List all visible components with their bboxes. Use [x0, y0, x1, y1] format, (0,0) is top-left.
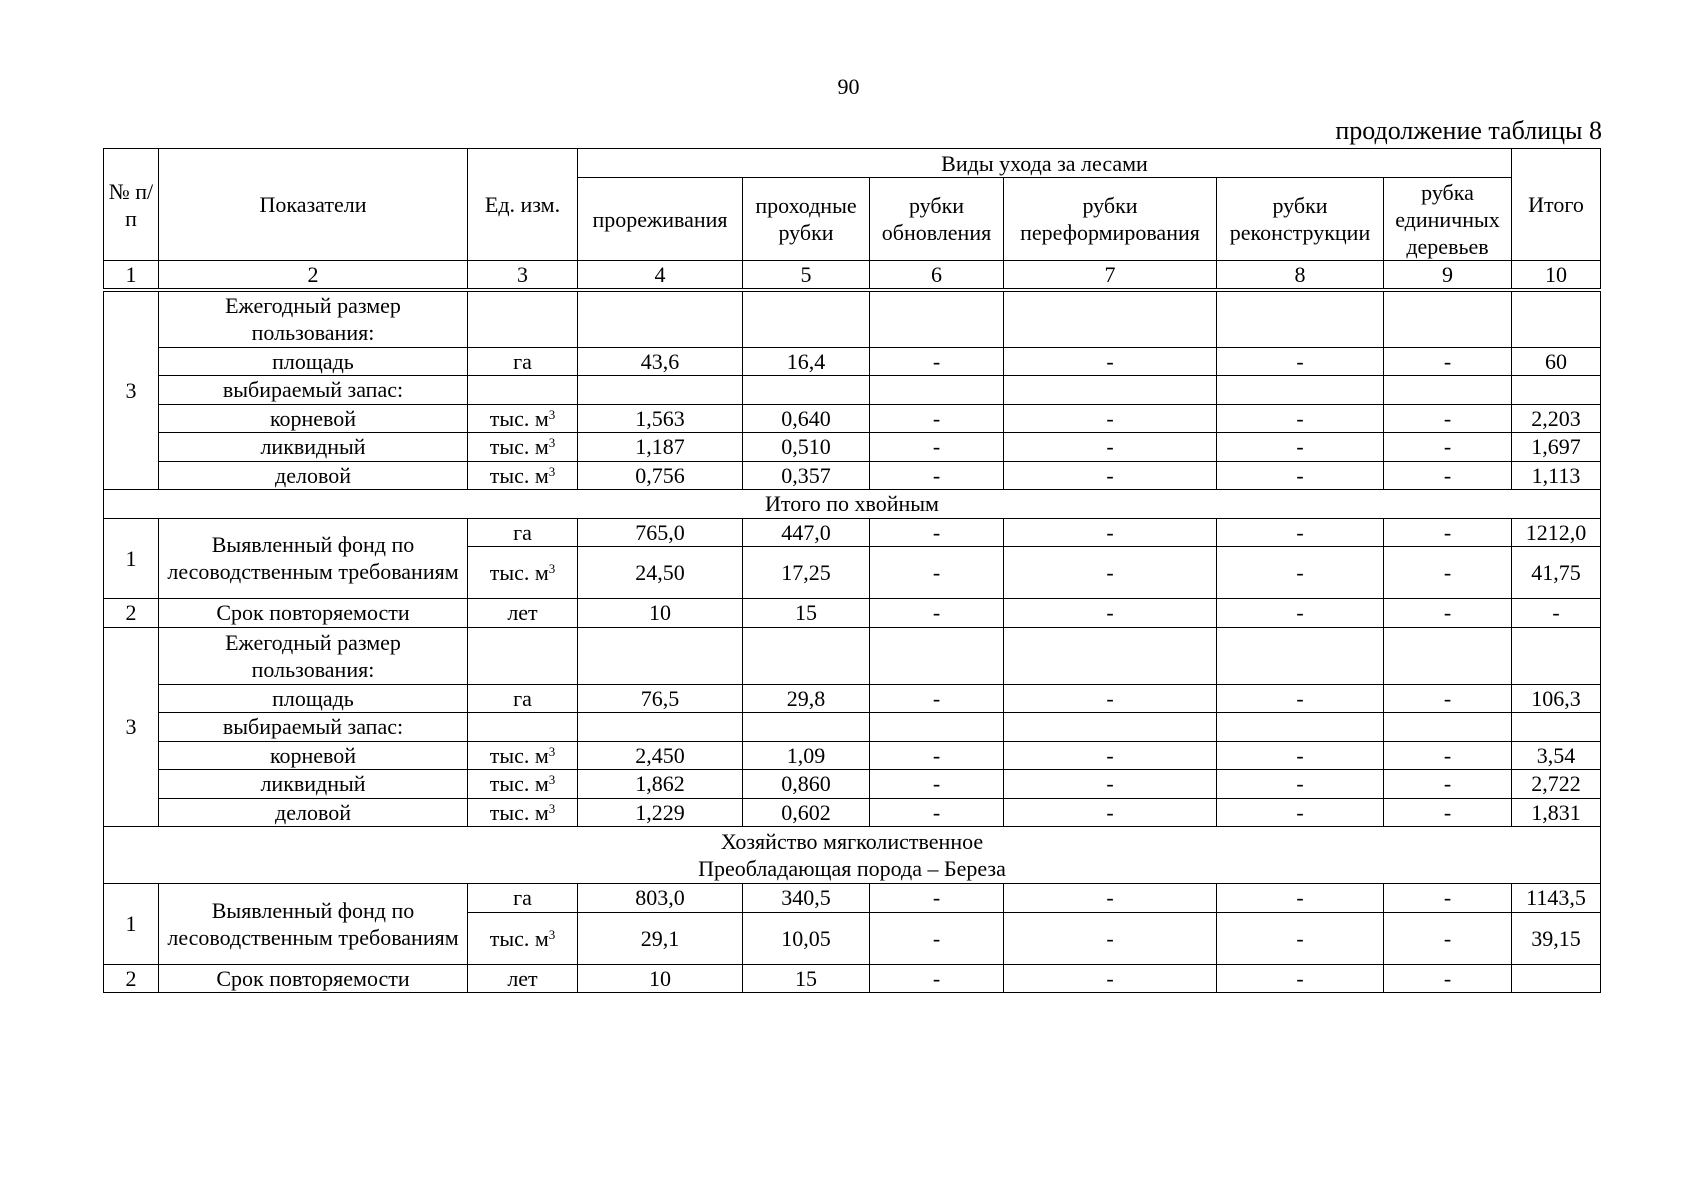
- colnum: 9: [1384, 261, 1512, 291]
- header-type-renewal: рубки обновления: [870, 178, 1004, 261]
- value-cell: -: [1004, 347, 1217, 376]
- value-cell: -: [1384, 547, 1512, 599]
- value-cell: 15: [743, 599, 870, 628]
- row-number: 1: [104, 518, 159, 599]
- indicator-label: Ежегодный размер пользования:: [159, 290, 468, 347]
- value-cell: -: [1384, 461, 1512, 490]
- value-cell: -: [1384, 798, 1512, 827]
- value-cell: -: [1004, 798, 1217, 827]
- indicator-label: Выявленный фонд по лесоводственным требованиям: [159, 884, 468, 965]
- total-cell: 39,15: [1512, 912, 1601, 964]
- column-numbers-row: [104, 261, 1601, 291]
- unit-cell: тыс. $м^3$: [468, 404, 578, 433]
- value-cell: 29,1: [578, 912, 743, 964]
- value-cell: -: [1217, 798, 1384, 827]
- unit-cell: тыс. $м^3$: [468, 741, 578, 770]
- value-cell: -: [870, 684, 1004, 713]
- indicator-label: Срок повторяемости: [159, 964, 468, 993]
- unit-cell: га: [468, 518, 578, 547]
- header-unit: Ед. изм.: [468, 149, 578, 261]
- colnum: 2: [159, 261, 468, 291]
- unit-cell: га: [468, 347, 578, 376]
- value-cell: -: [870, 404, 1004, 433]
- value-cell: -: [1004, 912, 1217, 964]
- table-row: [104, 518, 1601, 547]
- value-cell: -: [1004, 684, 1217, 713]
- value-cell: -: [870, 433, 1004, 462]
- value-cell: -: [1217, 964, 1384, 993]
- total-cell: 1,697: [1512, 433, 1601, 462]
- value-cell: -: [1004, 884, 1217, 913]
- value-cell: 0,756: [578, 461, 743, 490]
- indicator-label: деловой: [159, 461, 468, 490]
- total-cell: 2,203: [1512, 404, 1601, 433]
- value-cell: 1,187: [578, 433, 743, 462]
- colnum: 6: [870, 261, 1004, 291]
- unit-cell: тыс. $м^3$: [468, 798, 578, 827]
- total-cell: [1512, 964, 1601, 993]
- indicator-label: корневой: [159, 404, 468, 433]
- value-cell: -: [1384, 433, 1512, 462]
- table-row: [104, 347, 1601, 376]
- value-cell: -: [1004, 433, 1217, 462]
- value-cell: 16,4: [743, 347, 870, 376]
- value-cell: -: [870, 912, 1004, 964]
- value-cell: 803,0: [578, 884, 743, 913]
- value-cell: -: [870, 518, 1004, 547]
- value-cell: 10: [578, 964, 743, 993]
- table-row: [104, 741, 1601, 770]
- value-cell: -: [1217, 433, 1384, 462]
- colnum: 7: [1004, 261, 1217, 291]
- value-cell: -: [1384, 347, 1512, 376]
- header-indicator: Показатели: [159, 149, 468, 261]
- indicator-label: площадь: [159, 347, 468, 376]
- table-row: [104, 376, 1601, 405]
- unit-cell: тыс. $м^3$: [468, 770, 578, 799]
- header-type-thinning: прореживания: [578, 178, 743, 261]
- total-cell: 2,722: [1512, 770, 1601, 799]
- row-number: 3: [104, 627, 159, 827]
- page-number: 90: [837, 74, 860, 99]
- value-cell: 0,510: [743, 433, 870, 462]
- unit-cell: тыс. $м^3$: [468, 912, 578, 964]
- indicator-label: Выявленный фонд по лесоводственным требованиям: [159, 518, 468, 599]
- header-type-reconstruction: рубки реконструкции: [1217, 178, 1384, 261]
- value-cell: 43,6: [578, 347, 743, 376]
- value-cell: -: [1384, 964, 1512, 993]
- value-cell: -: [1384, 884, 1512, 913]
- value-cell: -: [1004, 964, 1217, 993]
- table-row: [104, 599, 1601, 628]
- header-total: Итого: [1512, 149, 1601, 261]
- header-type-passage: проходные рубки: [743, 178, 870, 261]
- value-cell: -: [870, 964, 1004, 993]
- value-cell: 0,860: [743, 770, 870, 799]
- value-cell: 76,5: [578, 684, 743, 713]
- value-cell: -: [870, 599, 1004, 628]
- value-cell: -: [1384, 770, 1512, 799]
- row-number: 3: [104, 290, 159, 490]
- value-cell: -: [1217, 741, 1384, 770]
- value-cell: -: [1217, 770, 1384, 799]
- unit-cell: тыс. $м^3$: [468, 547, 578, 599]
- unit-cell: тыс. $м^3$: [468, 433, 578, 462]
- value-cell: -: [870, 741, 1004, 770]
- table-row: [104, 461, 1601, 490]
- value-cell: 765,0: [578, 518, 743, 547]
- value-cell: -: [1217, 547, 1384, 599]
- section-row: [104, 827, 1601, 884]
- unit-cell: га: [468, 884, 578, 913]
- section-row: [104, 490, 1601, 519]
- value-cell: -: [1217, 884, 1384, 913]
- value-cell: -: [1217, 347, 1384, 376]
- indicator-label: ликвидный: [159, 770, 468, 799]
- table-row: [104, 770, 1601, 799]
- value-cell: -: [870, 547, 1004, 599]
- row-number: 2: [104, 964, 159, 993]
- total-cell: 1,831: [1512, 798, 1601, 827]
- value-cell: -: [870, 461, 1004, 490]
- value-cell: 24,50: [578, 547, 743, 599]
- table-row: [104, 964, 1601, 993]
- table-row: [104, 798, 1601, 827]
- colnum: 8: [1217, 261, 1384, 291]
- value-cell: 10,05: [743, 912, 870, 964]
- value-cell: 1,09: [743, 741, 870, 770]
- value-cell: 1,563: [578, 404, 743, 433]
- value-cell: -: [1217, 599, 1384, 628]
- table-row: [104, 684, 1601, 713]
- value-cell: 10: [578, 599, 743, 628]
- indicator-label: Срок повторяемости: [159, 599, 468, 628]
- total-cell: 41,75: [1512, 547, 1601, 599]
- header-type-reformation: рубки переформирования: [1004, 178, 1217, 261]
- value-cell: -: [1004, 599, 1217, 628]
- value-cell: 2,450: [578, 741, 743, 770]
- value-cell: -: [870, 770, 1004, 799]
- colnum: 3: [468, 261, 578, 291]
- header-type-single-trees: рубка единичных деревьев: [1384, 178, 1512, 261]
- indicator-label: корневой: [159, 741, 468, 770]
- section-title: Итого по хвойным: [104, 490, 1601, 519]
- value-cell: -: [1004, 404, 1217, 433]
- value-cell: -: [1004, 547, 1217, 599]
- value-cell: -: [870, 798, 1004, 827]
- value-cell: -: [1384, 599, 1512, 628]
- table-row: [104, 884, 1601, 913]
- indicator-label: Ежегодный размер пользования:: [159, 627, 468, 684]
- total-cell: 1212,0: [1512, 518, 1601, 547]
- unit-cell: лет: [468, 964, 578, 993]
- indicator-label: выбираемый запас:: [159, 713, 468, 742]
- value-cell: -: [1384, 912, 1512, 964]
- value-cell: 15: [743, 964, 870, 993]
- header-care-types-group: Виды ухода за лесами: [578, 149, 1512, 178]
- value-cell: -: [1384, 518, 1512, 547]
- value-cell: 0,357: [743, 461, 870, 490]
- value-cell: 1,862: [578, 770, 743, 799]
- value-cell: 1,229: [578, 798, 743, 827]
- colnum: 4: [578, 261, 743, 291]
- table-row: [104, 433, 1601, 462]
- value-cell: 0,602: [743, 798, 870, 827]
- unit-cell: тыс. $м^3$: [468, 461, 578, 490]
- value-cell: 29,8: [743, 684, 870, 713]
- value-cell: -: [870, 347, 1004, 376]
- value-cell: 340,5: [743, 884, 870, 913]
- value-cell: -: [1384, 684, 1512, 713]
- colnum: 1: [104, 261, 159, 291]
- value-cell: -: [1217, 461, 1384, 490]
- indicator-label: выбираемый запас:: [159, 376, 468, 405]
- table-row: [104, 290, 1601, 347]
- value-cell: -: [1384, 741, 1512, 770]
- total-cell: -: [1512, 599, 1601, 628]
- table-continuation-label: продолжение таблицы 8: [1335, 116, 1602, 145]
- value-cell: 17,25: [743, 547, 870, 599]
- table-row: [104, 404, 1601, 433]
- row-number: 1: [104, 884, 159, 965]
- table-row: [104, 713, 1601, 742]
- value-cell: -: [1217, 518, 1384, 547]
- value-cell: -: [870, 884, 1004, 913]
- colnum: 10: [1512, 261, 1601, 291]
- forest-care-table: [103, 148, 1601, 993]
- header-num: № п/п: [104, 149, 159, 261]
- colnum: 5: [743, 261, 870, 291]
- value-cell: -: [1004, 518, 1217, 547]
- value-cell: 0,640: [743, 404, 870, 433]
- unit-cell: га: [468, 684, 578, 713]
- value-cell: 447,0: [743, 518, 870, 547]
- indicator-label: площадь: [159, 684, 468, 713]
- total-cell: 1143,5: [1512, 884, 1601, 913]
- value-cell: -: [1217, 404, 1384, 433]
- table-row: [104, 627, 1601, 684]
- value-cell: -: [1384, 404, 1512, 433]
- value-cell: -: [1004, 770, 1217, 799]
- total-cell: 106,3: [1512, 684, 1601, 713]
- total-cell: 3,54: [1512, 741, 1601, 770]
- indicator-label: ликвидный: [159, 433, 468, 462]
- total-cell: 60: [1512, 347, 1601, 376]
- total-cell: 1,113: [1512, 461, 1601, 490]
- value-cell: -: [1004, 741, 1217, 770]
- value-cell: -: [1217, 912, 1384, 964]
- section-title: Хозяйство мягколиственное Преобладающая порода – Береза: [104, 827, 1601, 884]
- unit-cell: лет: [468, 599, 578, 628]
- row-number: 2: [104, 599, 159, 628]
- indicator-label: деловой: [159, 798, 468, 827]
- value-cell: -: [1217, 684, 1384, 713]
- value-cell: -: [1004, 461, 1217, 490]
